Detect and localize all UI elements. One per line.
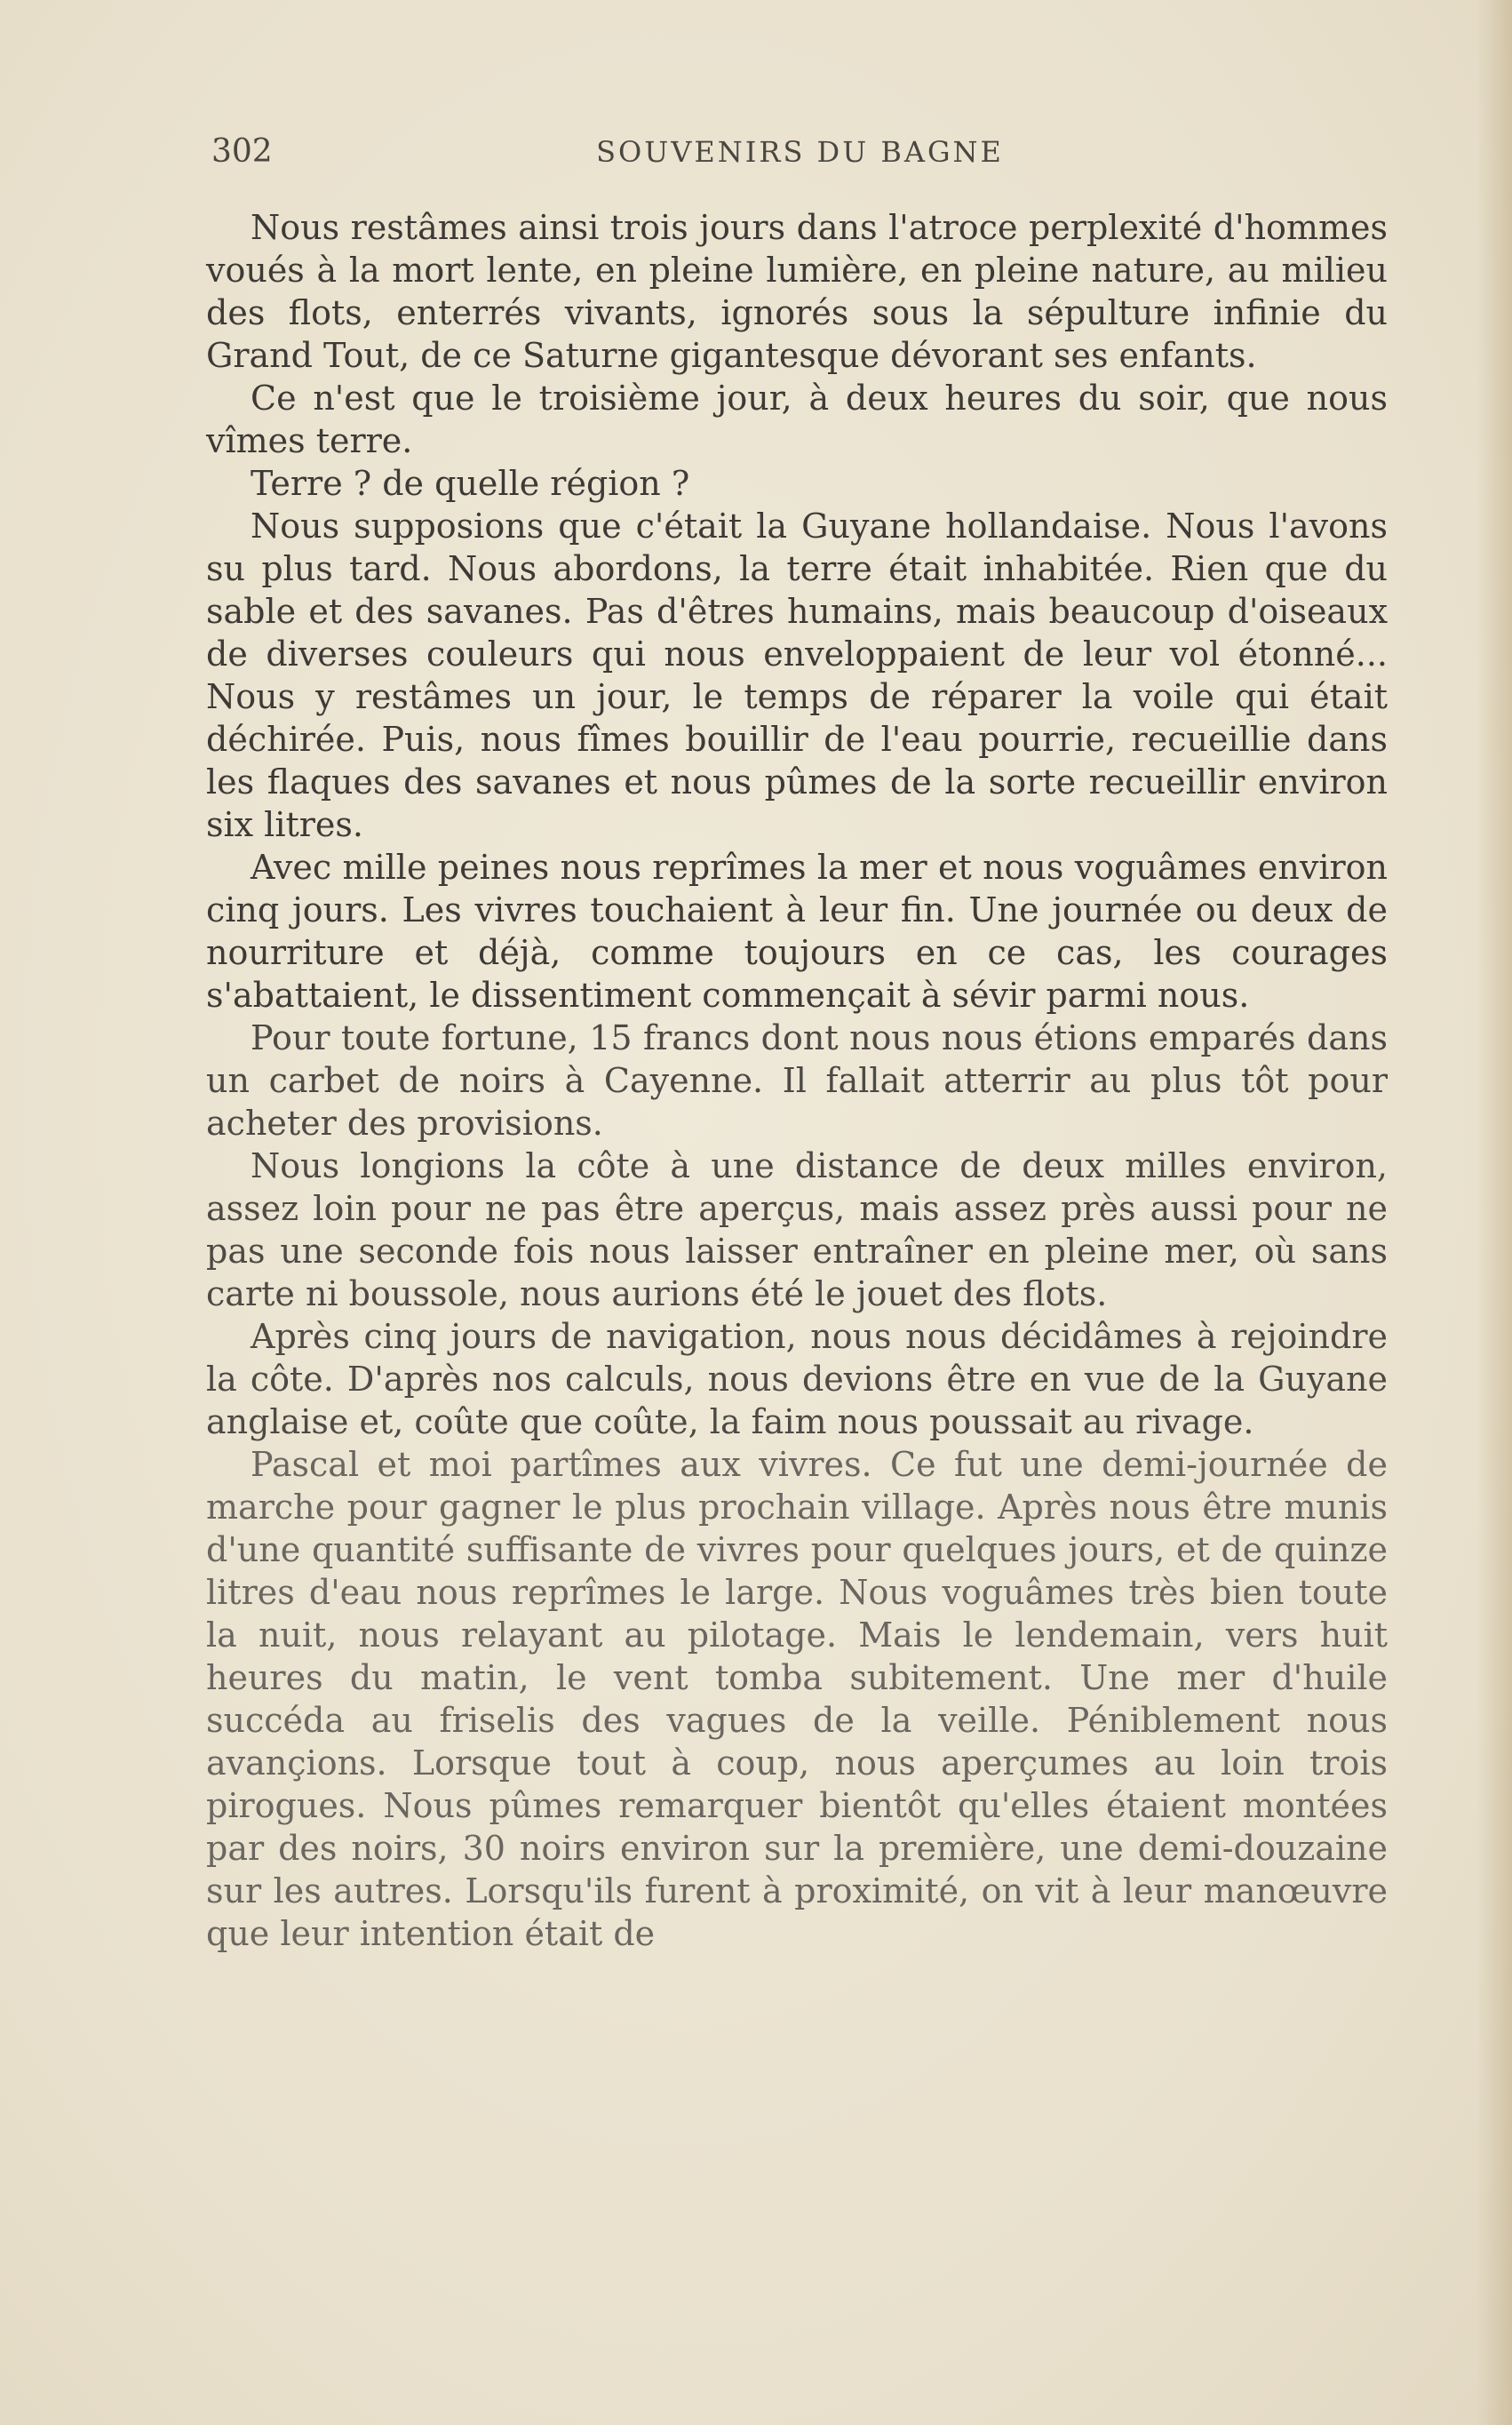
paragraph: Nous longions la côte à une distance de deux milles environ, assez loin pour ne pas être aperçus, mais assez près aussi pour ne pas une seconde fois nous laisser entraîner en pleine mer, où sans carte ni boussole, nous aurions été le jouet des flots. <box>206 1146 1388 1313</box>
paragraph: Nous restâmes ainsi trois jours dans l'atroce perplexité d'hommes voués à la mort lente, en pleine lumière, en pleine nature, au milieu des flots, enterrés vivants, ignorés sous la sépulture infinie du Grand Tout, de ce Saturne gigantesque dévorant ses enfants. <box>206 208 1388 375</box>
page-edge-shadow <box>1476 0 1512 2425</box>
paragraph: Pascal et moi partîmes aux vivres. Ce fut une demi-journée de marche pour gagner le plus prochain village. Après nous être munis d'une quantité suffisante de vivres pour quelques jours, et de quinze litres d'eau nous reprîmes le large. Nous voguâmes très bien toute la nuit, nous relayant au pilotage. Mais le lendemain, vers huit heures du matin, le vent tomba subitement. Une mer d'huile succéda au friselis des vagues de la veille. Péniblement nous avançions. Lorsque tout à coup, nous aperçumes au loin trois pirogues. Nous pûmes remarquer bientôt qu'elles étaient montées par des noirs, 30 noirs environ sur la première, une demi-douzaine sur les autres. Lorsqu'ils furent à proximité, on vit à leur manœuvre que leur intention était de <box>206 1445 1388 1953</box>
paragraph: Après cinq jours de navigation, nous nous décidâmes à rejoindre la côte. D'après nos calculs, nous devions être en vue de la Guyane anglaise et, coûte que coûte, la faim nous poussait au rivage. <box>206 1317 1388 1441</box>
body-text <box>206 206 1388 1955</box>
running-title: SOUVENIRS DU BAGNE <box>596 135 1004 169</box>
page-header <box>211 133 1389 178</box>
paragraph: Ce n'est que le troisième jour, à deux heures du soir, que nous vîmes terre. <box>206 379 1388 460</box>
page-number: 302 <box>211 133 273 170</box>
paragraph: Terre ? de quelle région ? <box>251 464 690 503</box>
paragraph: Nous supposions que c'était la Guyane hollandaise. Nous l'avons su plus tard. Nous abordons, la terre était inhabitée. Rien que du sable et des savanes. Pas d'êtres humains, mais beaucoup d'oiseaux de diverses couleurs qui nous enveloppaient de leur vol étonné... Nous y restâmes un jour, le temps de réparer la voile qui était déchirée. Puis, nous fîmes bouillir de l'eau pourrie, recueillie dans les flaques des savanes et nous pûmes de la sorte recueillir environ six litres. <box>206 507 1388 844</box>
paragraph: Avec mille peines nous reprîmes la mer et nous voguâmes environ cinq jours. Les vivres touchaient à leur fin. Une journée ou deux de nourriture et déjà, comme toujours en ce cas, les courages s'abattaient, le dissentiment commençait à sévir parmi nous. <box>206 848 1388 1015</box>
paragraph: Pour toute fortune, 15 francs dont nous nous étions emparés dans un carbet de noirs à Cayenne. Il fallait atterrir au plus tôt pour acheter des provisions. <box>206 1018 1388 1143</box>
